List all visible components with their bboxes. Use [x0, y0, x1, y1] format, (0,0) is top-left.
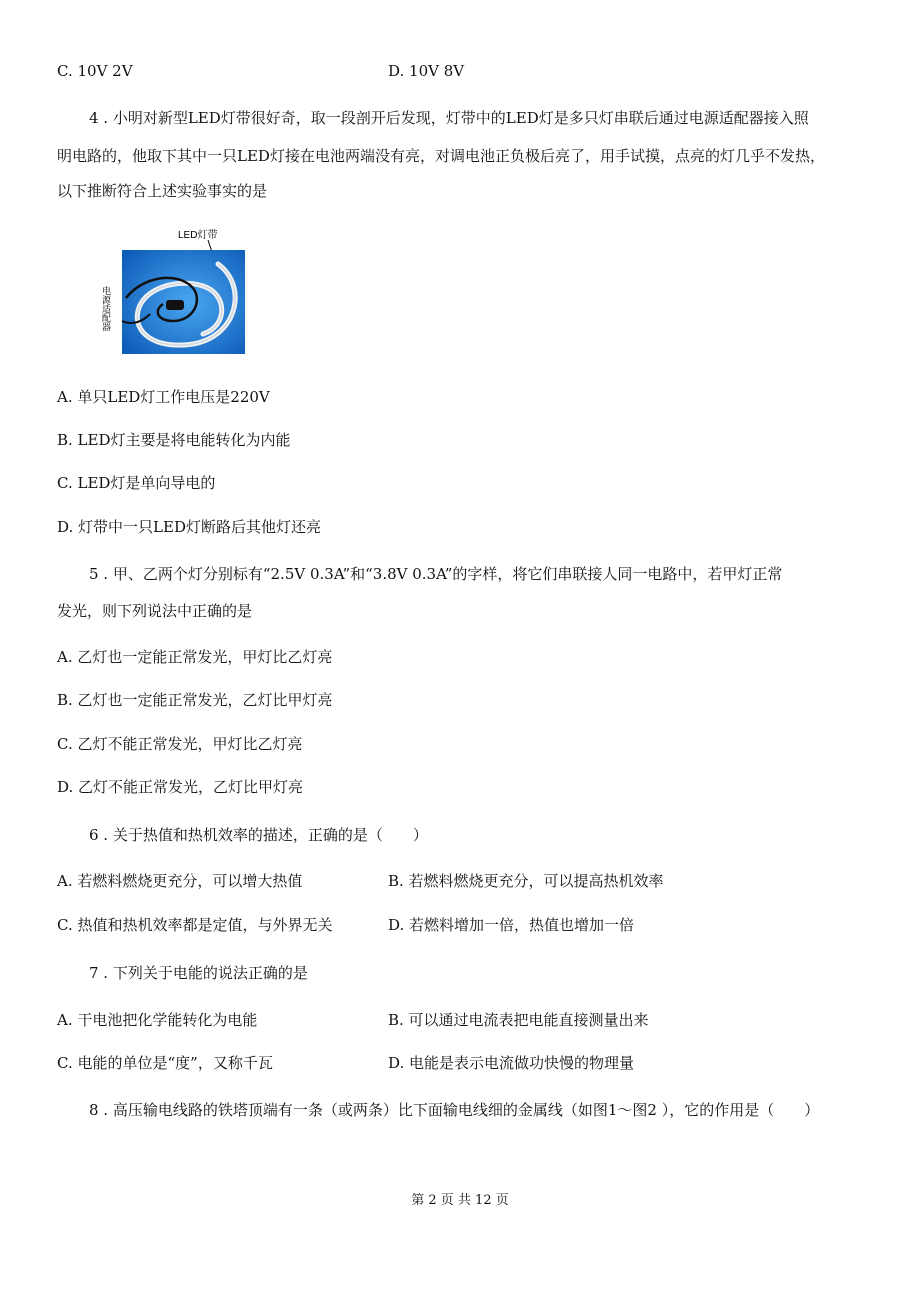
q5-stem-line1: 5 . 甲、乙两个灯分别标有“2.5V 0.3A”和“3.8V 0.3A”的字样，将它们串联接人同一电路中，若甲灯正常 — [89, 565, 783, 583]
q4-option-d: D. 灯带中一只LED灯断路后其他灯还亮 — [57, 518, 321, 536]
q6-stem: 6 . 关于热值和热机效率的描述，正确的是（ ） — [89, 826, 428, 844]
q4-stem-line1: 4 . 小明对新型LED灯带很好奇，取一段剖开后发现，灯带中的LED灯是多只灯串联后通过电源适配器接入照 — [89, 109, 809, 127]
q4-stem-line3: 以下推断符合上述实验事实的是 — [57, 182, 268, 200]
q7-option-a: A. 干电池把化学能转化为电能 — [57, 1011, 258, 1029]
q6-option-d: D. 若燃料增加一倍，热值也增加一倍 — [388, 916, 635, 934]
q7-option-c: C. 电能的单位是“度”，又称千瓦 — [57, 1054, 273, 1072]
figure-label-top: LED灯带 — [178, 230, 218, 241]
q6-option-b: B. 若燃料燃烧更充分，可以提高热机效率 — [388, 872, 664, 890]
q5-option-b: B. 乙灯也一定能正常发光，乙灯比甲灯亮 — [57, 691, 333, 709]
q8-stem: 8 . 高压输电线路的铁塔顶端有一条（或两条）比下面输电线细的金属线（如图1～图2 ），它的作用是（ ） — [89, 1101, 820, 1119]
figure-label-side: 电源适配器 — [101, 286, 111, 331]
q6-option-c: C. 热值和热机效率都是定值，与外界无关 — [57, 916, 333, 934]
q4-stem-line2: 明电路的，他取下其中一只LED灯接在电池两端没有亮，对调电池正负极后亮了，用手试摸，点亮的灯几乎不发热， — [57, 147, 825, 165]
q7-option-b: B. 可以通过电流表把电能直接测量出来 — [388, 1011, 649, 1029]
q7-option-d: D. 电能是表示电流做功快慢的物理量 — [388, 1054, 635, 1072]
option-d-prev: D. 10V 8V — [388, 62, 465, 80]
page-footer: 第 2 页 共 12 页 — [411, 1193, 509, 1208]
led-strip-figure — [98, 226, 248, 356]
q5-stem-line2: 发光，则下列说法中正确的是 — [57, 602, 253, 620]
q6-option-a: A. 若燃料燃烧更充分，可以增大热值 — [57, 872, 303, 890]
q7-stem: 7 . 下列关于电能的说法正确的是 — [89, 964, 308, 982]
q4-option-b: B. LED灯主要是将电能转化为内能 — [57, 431, 291, 449]
q5-option-a: A. 乙灯也一定能正常发光，甲灯比乙灯亮 — [57, 648, 333, 666]
q4-option-a: A. 单只LED灯工作电压是220V — [57, 388, 270, 406]
q4-option-c: C. LED灯是单向导电的 — [57, 474, 216, 492]
led-strip-photo — [98, 226, 248, 356]
option-c-prev: C. 10V 2V — [57, 62, 133, 80]
q5-option-c: C. 乙灯不能正常发光，甲灯比乙灯亮 — [57, 735, 303, 753]
q5-option-d: D. 乙灯不能正常发光，乙灯比甲灯亮 — [57, 778, 304, 796]
